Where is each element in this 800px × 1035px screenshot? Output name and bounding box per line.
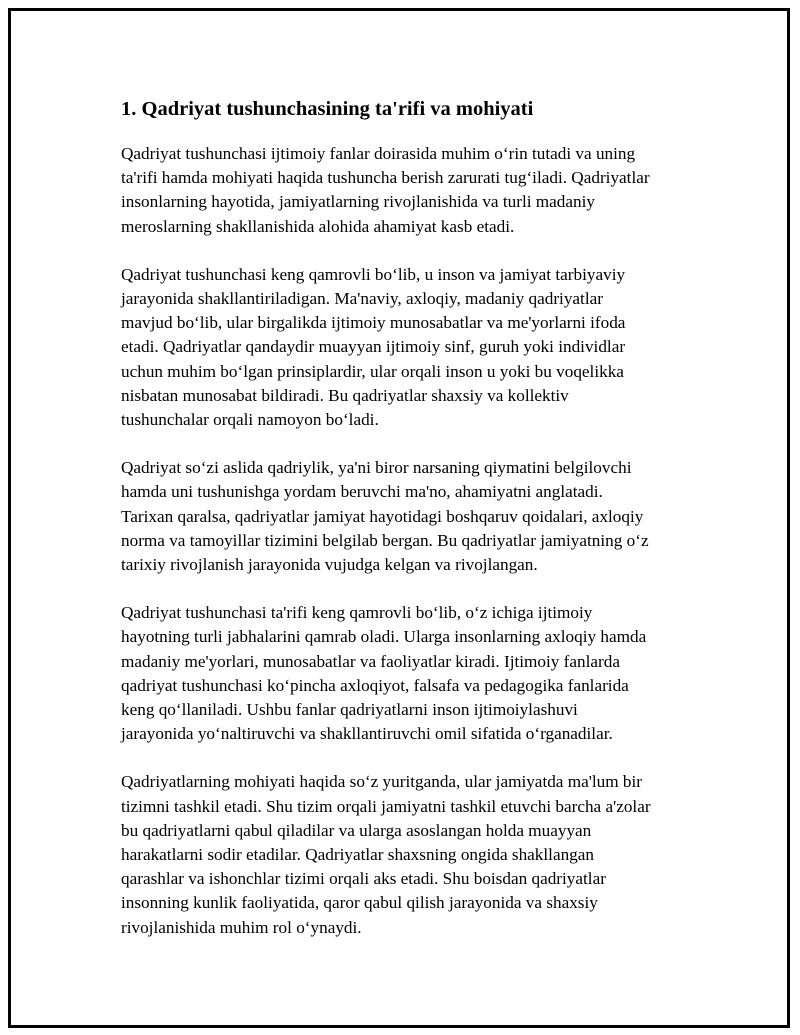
text-line: Tarixan qaralsa, qadriyatlar jamiyat hayotidagi boshqaruv qoidalari, axloqiy: [121, 506, 644, 526]
text-line: keng qo‘llaniladi. Ushbu fanlar qadriyatlarni inson ijtimoiylashuvi: [121, 700, 578, 720]
text-line: madaniy me'yorlari, munosabatlar va faoliyatlar kiradi. Ijtimoiy fanlarda: [121, 651, 620, 671]
section-heading: 1. Qadriyat tushunchasining ta'rifi va mohiyati: [121, 98, 534, 120]
text-line: Qadriyat tushunchasi ijtimoiy fanlar doirasida muhim o‘rin tutadi va uning: [121, 144, 636, 163]
text-line: Qadriyat so‘zi aslida qadriylik, ya'ni biror narsaning qiymatini belgilovchi: [121, 458, 632, 478]
page-frame: [8, 8, 790, 1028]
text-line: Qadriyatlarning mohiyati haqida so‘z yuritganda, ular jamiyatda ma'lum bir: [121, 772, 642, 792]
text-line: insonlarning hayotida, jamiyatlarning rivojlanishida va turli madaniy: [121, 192, 595, 212]
text-line: bu qadriyatlarni qabul qiladilar va ularga asoslangan holda muayyan: [121, 820, 592, 840]
text-line: jarayonida yo‘naltiruvchi va shakllantiruvchi omil sifatida o‘rganadilar.: [121, 724, 613, 744]
text-line: hamda uni tushunishga yordam beruvchi ma'no, ahamiyatni anglatadi.: [121, 482, 603, 502]
text-line: norma va tamoyillar tizimini belgilab bergan. Bu qadriyatlar jamiyatning o‘z: [121, 530, 649, 550]
text-line: Qadriyat tushunchasi keng qamrovli bo‘lib, u inson va jamiyat tarbiyaviy: [121, 264, 626, 284]
text-line: etadi. Qadriyatlar qandaydir muayyan ijtimoiy sinf, guruh yoki individlar: [121, 337, 626, 357]
text-line: tizimni tashkil etadi. Shu tizim orqali jamiyatni tashkil etuvchi barcha a'zolar: [121, 796, 651, 816]
paragraph-2: [121, 263, 721, 432]
document-body: [121, 95, 721, 964]
paragraph-3: [121, 456, 721, 577]
text-line: nisbatan munosabat bildiradi. Bu qadriyatlar shaxsiy va kollektiv: [121, 385, 569, 405]
text-line: Qadriyat tushunchasi ta'rifi keng qamrovli bo‘lib, o‘z ichiga ijtimoiy: [121, 603, 593, 623]
text-line: harakatlarni sodir etadilar. Qadriyatlar shaxsning ongida shakllangan: [121, 845, 594, 865]
text-line: rivojlanishida muhim rol o‘ynaydi.: [121, 917, 362, 937]
paragraph-4: [121, 601, 721, 746]
text-line: qarashlar va ishonchlar tizimi orqali aks etadi. Shu boisdan qadriyatlar: [121, 869, 606, 889]
paragraph-5: [121, 770, 721, 939]
text-line: insonning kunlik faoliyatida, qaror qabul qilish jarayonida va shaxsiy: [121, 893, 598, 913]
text-line: jarayonida shakllantiriladigan. Ma'naviy, axloqiy, madaniy qadriyatlar: [121, 289, 603, 309]
text-line: ta'rifi hamda mohiyati haqida tushuncha berish zarurati tug‘iladi. Qadriyatlar: [121, 168, 650, 188]
text-line: hayotning turli jabhalarini qamrab oladi. Ularga insonlarning axloqiy hamda: [121, 627, 647, 647]
text-line: qadriyat tushunchasi ko‘pincha axloqiyot, falsafa va pedagogika fanlarida: [121, 675, 629, 695]
text-line: tushunchalar orqali namoyon bo‘ladi.: [121, 410, 379, 430]
text-line: tarixiy rivojlanish jarayonida vujudga kelgan va rivojlangan.: [121, 555, 538, 575]
paragraph-1: [121, 142, 721, 239]
text-line: uchun muhim bo‘lgan prinsiplardir, ular orqali inson u yoki bu voqelikka: [121, 361, 624, 381]
text-line: mavjud bo‘lib, ular birgalikda ijtimoiy munosabatlar va me'yorlarni ifoda: [121, 313, 626, 333]
text-line: meroslarning shakllanishida alohida ahamiyat kasb etadi.: [121, 216, 515, 236]
